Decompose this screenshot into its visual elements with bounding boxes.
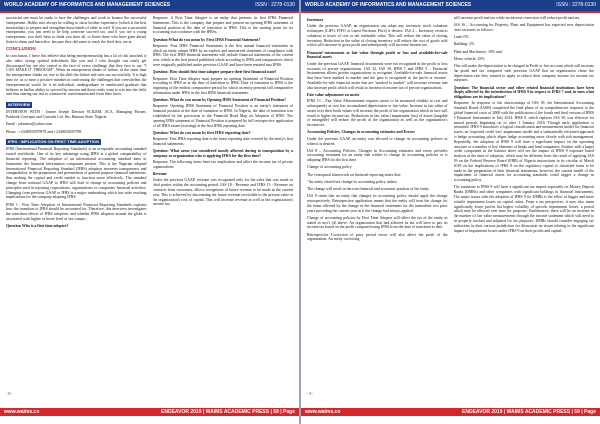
page-footer — [0, 402, 299, 416]
body-paragraph: INTERVIEW WITH : Jonnie Joseph Dawson SCILRM, ACA, Managing Partner, Pratheek Concepts and Consults Ltd, Ibo, Haiman State, Nigeria — [6, 110, 147, 120]
body-paragraph: The conceptual framework on financial reporting states that: — [307, 172, 402, 177]
body-paragraph: Response: First Time Adopter must prepare an opening Statement of Financial Position according to IFRS as at the date of transition to IFRS. Date of transition to IFRS is the beginning of the earliest comparative period for which an entity presents full comparative information under IFRS in the first IFRS financial statements. — [152, 76, 293, 95]
column-left — [6, 16, 147, 398]
body-paragraph: IAS 8 states that an entity that changes its accounting policy should apply the change retrospectively. Retrospective application means that the entity will treat the change for the items affected by the change in the financial statements for the immediate two prior years preceding the current year as if the change had always applied. — [307, 194, 448, 213]
page-marker: - 9 - — [307, 391, 314, 396]
running-header — [0, 0, 299, 11]
question-heading: Revenue — [152, 172, 167, 177]
body-paragraph: Response: First IFRS reporting date is the latest reporting date covered by the entity's first financial statements. — [152, 137, 293, 146]
header-rule — [301, 11, 600, 13]
body-paragraph: Response: The following items have tax implication and affect the income tax of private organizations. — [152, 160, 293, 169]
body-paragraph: Response: Opening IFRS Statement of Financial Position is an entity's statement of financial position at the date of transition to IFRS. In Nigeria, the date of transition was established by the provisions to the Financial Road Map on Adoption of IFRS. The opening IFRS statement of Financial Position is prepared by full retrospective application of all IFRS extant (existing) at the first IFRS reporting date. — [152, 104, 293, 128]
page-footer — [301, 402, 600, 416]
body-paragraph: Change of accounting policy — [307, 165, 352, 170]
footer-tagline: ENDEAVOR 2019 | WAIMS ACADEMIC PRESS | 59 | Page — [462, 409, 596, 415]
page-number: 59 | Page — [574, 409, 596, 415]
body-paragraph: "An entity should not change its accounting policy unless: — [307, 179, 398, 184]
body-paragraph: Phone : +2348033079979 and +2348033819798 — [6, 129, 82, 134]
journal-title: WORLD ACADEMY OF INFORMATICS AND MANAGEMENT SCIENCES — [4, 2, 171, 8]
footer-url-link[interactable]: www.waims.co — [305, 409, 341, 415]
question-heading: Question: What areas you considered mostly affected during to transposition by a company or organization who is applying IFRS for the first time? — [152, 149, 293, 158]
text-columns — [6, 16, 293, 398]
question-heading: Accounting Policies, Changes in accounting estimates and Errors — [307, 130, 415, 135]
footer-publisher: ENDEAVOR 2019 | WAIMS ACADEMIC PRESS — [161, 409, 270, 415]
left-page — [0, 0, 299, 424]
body-paragraph: The transition to IFRS 9 will have a significant tax impact especially on Money Deposit Banks (DMBs) and other companies with significant holdings in financial instruments. The major issues with the adoption of IFRS 9 for DMBs is the effect of bigger and more volatile impairment losses on capital ratios. From a tax perspective, it may also mean significantly lower profits but higher volatility of specific impairment losses, a period which may be allowed over time for purposes. Furthermore, there will be an increase in the number of fair value measurements through the income statement which will need to be properly tracked and adjusted for tax purposes. DMBs should consider engaging tax authorities in their various jurisdiction for discussion on issues relating to the significant impact of impairment losses under IFRS 9 on their profits and capital. — [453, 185, 594, 233]
body-paragraph: will increase profit and tax while an adverse correction will reduce profit and tax. — [453, 16, 581, 20]
issn-label: ISSN : 2278-0130 — [255, 2, 295, 8]
column-right — [454, 16, 595, 398]
question-heading: Question: The financial sector and other related financial institutions have been deeply affected by the introduction of IFRS 9 in respect to IFRS 7 and, in turn what obligations are its implications? — [453, 85, 594, 100]
body-paragraph: IFRS 13 – Fair Value Measurement requires assets to be measured reliably at cost and subsequently at cost less accumulated depreciation or fair value. Increase in fair value of assets over their book values will increase the profit of the organization which in turn will result to higher income tax. Reductions in fair value (impairment loss) of assets (tangible or intangible) will reduce the profit of the organization as well as the organization's income tax. — [307, 99, 448, 128]
body-paragraph: Under the previous GAAP, financial instruments were not recognized in the profit or loss accounts of private organizations. IAS 32, IAS 39, IFRS 7 and IFRS 9 – Financial Instruments allows private organizations to recognize 'Available-for-sale financial assets that have been marked to market and the gain is recognized in the profit or income'. Available-for-sale financial assets that are "marked to market" will increase revenue and also increase profit which will result to increase in income tax of private organizations. — [307, 61, 448, 90]
body-paragraph: Under the previous GAAP, an organization can adopt any inventory stock valuation techniques (LIFO, FIFO or Latest Purchase Price) it desires. IAS 2 – Inventory restricts valuation to lower of cost or net realizable value. This will reduce the value of closing inventory. Reduction in the value of closing inventory will reduce the cost of goods sold which will increase in gross profit and subsequently will increase income tax. — [307, 24, 448, 48]
question-heading: Question: What do you mean by first IFRS reporting date? — [152, 130, 251, 135]
footer-tagline: ENDEAVOR 2019 | WAIMS ACADEMIC PRESS | 58 | Page — [161, 409, 295, 415]
body-paragraph: Retrospective Correction of prior period errors will also affect the profit of the organization. An entity correcting — [307, 232, 448, 242]
journal-title: WORLD ACADEMY OF INFORMATICS AND MANAGEMENT SCIENCES — [305, 2, 472, 8]
text-columns — [307, 16, 594, 398]
right-page — [301, 0, 600, 424]
body-paragraph: successful one must be ready to face the challenges and work to bounce the successful entrepreneur. Hobbs nice always be willing to show brother experience (which is the best mentorship) to prepare and strengthen those hands of other as well. If you are a successful entrepreneur, you just need to be help someone succeed too, and if you are a young entrepreneur, you don't have to think you have all, or listen those who have gone ahead, listen to them and learn also. because they did same to reach the level they are at. — [6, 16, 147, 44]
question-heading: Question Who is a first time adopter? — [6, 224, 69, 229]
question-heading: Financial instruments at fair value through profit or loss and available-for-sale financial assets — [307, 50, 448, 60]
footer-publisher: ENDEAVOR 2019 | WAIMS ACADEMIC PRESS — [462, 409, 571, 415]
footer-url-link[interactable]: www.waims.co — [4, 409, 40, 415]
section-banner: IFRS : IMPLICATION ON FIRST TIME ADOPTION — [8, 138, 99, 144]
body-paragraph: This will make the depreciation to be charged in Profit or loss account which will increase the profit and tax compared with previous GAAP that an organization chose the depreciation rate they wanted to apply to reduce their company income for income tax purposes. — [453, 63, 594, 83]
body-paragraph: IFRS (International Financial Reporting Standards) is an acceptable accounting standard issued worldwide. One of its key advantage using IFRS is a global comparability of financial reporting. The adoption of an international accounting standard aims to harmonise the financial information companies present. This is the Nigerian adopted International Financial Reporting Standard (IFRS) adoption increases transparency and comparability in the preparation and presentation of general purpose financial statements, thus making the capital and credit market to function more effectively. The standard change from national GAAP to IFRS will lead to change in accounting policies and principles used in reporting corporations, organizations or companies' financial activities. Changing from previous GAAP to IFRS is a major undertaking which has wide reaching implications for the company adopting IFRS. — [6, 147, 147, 200]
body-paragraph: In conclusion, I leave this believe that being entrepreneurship has a lot of risk attached, it also takes strong spirited individuals like you and I who thought can easily get discouraged but are also vested in the face of every challenge that they face to say "I CAN MAKE IT THROUGH". When an entrepreneur thinks of failure, at the same time the entrepreneur thinks on, rise to the shift the failure and ones out successfully. It is high time for us to have a positive mindset in confronting the challenges that overwhelms the entrepreneurial world, be it an individual, undergraduate or uneducated graduate that believes in his/her ability to succeed by tension and those ready want to win into the field, and thus sharing our test to whatsoever conformation and from their faces. — [6, 53, 147, 97]
issn-label: ISSN : 2278-0130 — [556, 2, 596, 8]
body-paragraph: Response: In response to the shortcomings of IAS 39, the International Accounting Standard Board (IASB) completed the final phase of its comprehensive response to the global financial crisis of 2008 with the publication of the fourth and final version of IFRS 9 Financial Instruments in July 2014. IFRS 9, which replaces IAS 39, was effective for annual periods beginning on or after 1 January 2018. Though early application is permitted. IFRS 9 introduces a logical classification and measurement model for financial assets, an 'expected credit loss' impairment model and a substantially reformed approach to hedge accounting which aligns hedge accounting more closely with risk management. Reportedly, the adoption of IFRS 9 will have a significant impact on the operating structure of a number of key elements of banks and fund companies. Entities with a larger credit component in the balance sheet will see the impact of IFRS 9 exposure based analysis at the time of adoption, which may be different from the result of applying IAS 39 on the Federal Reserve Board (FRB) of Nigeria instructions in its circular of March 2018 on the implications of IFRS 9 on the regulatory capital to classified loans to be made in the preparation of their financial statements, however, the current model of the impairment of financial assets for accounting standards could trigger a change in accounting policy. — [453, 101, 594, 183]
question-heading: Fair value adjustment on assets — [307, 92, 360, 97]
running-header — [301, 0, 600, 11]
page-marker: - 8 - — [6, 391, 13, 396]
body-paragraph: Plant and Machinery: 10% and — [453, 49, 502, 54]
section-heading: CONCLUSION — [6, 46, 36, 52]
body-paragraph: Under the previous GAAP, revenue was recognized only for the sales that was made to third parties within the accounting period. IAS 18 - Revenue and IFRS 15 - Revenue on contracts from customers, allows recognition of future revenue to be made in the current year. This is achieved by discounting the future revenue receivable to the present value at the organization's cost of capital. This will increase revenue as well as the organization's income tax. — [152, 178, 293, 207]
question-heading: Question:What do you mean by First IFRS Financial Statement? — [152, 37, 261, 42]
body-paragraph: Email : johnnies@yahoo.com — [6, 122, 53, 127]
question-heading: Question: How should first time adopter prepare their first financial state? — [152, 70, 277, 75]
body-paragraph: Response: A First Time Adopter is an entity that presents its first IFRS Financial Statements. This is the company that prepare and present an opening IFRS statement of financial position at the date of transition to IFRS. This is the starting point for its accounting in accordance with the IFRSs. — [152, 16, 293, 35]
body-paragraph: IAS 8 – Accounting Policies, Changes in Accounting estimates and errors provides accounting treatment for an entity that wishes to change its accounting policies or is adopting IFRS for the first time. — [307, 148, 448, 163]
page-number: 58 | Page — [273, 409, 295, 415]
section-banner: INTERVIEW — [8, 101, 31, 107]
header-rule — [0, 11, 299, 13]
body-paragraph: Change of accounting policies by First Time Adopter will affect the tax of the entity as stated in sect's (4) above. An organization that had affected its tax will have to pay its income tax based on the profit computed using IFRS from the date of transition to date. — [307, 215, 448, 230]
column-left — [307, 16, 448, 398]
body-paragraph: Building: 2% — [453, 42, 475, 47]
body-paragraph: Under the previous GAAP, an entity was allowed to change its accounting policies as when it is desired. — [307, 136, 448, 146]
question-heading: Question: What do you mean by Opening IFRS Statement of Financial Position? — [152, 98, 287, 103]
body-paragraph: The change will result in the true financial and economic position of the entity. — [307, 187, 430, 192]
column-right — [153, 16, 294, 398]
body-paragraph: Response: First IFRS Financial Statements is the first annual financial statements in which an entity adopts IFRS by an explicit and unreserved statement of compliance with IFRS. The first IFRS financial statements will include financial statements of the current year, which is the first period published whole according to IFRS and comparatives which were originally published under previous GAAP, and have been restated into IFRS. — [152, 43, 293, 68]
body-paragraph: Land: 0% — [453, 35, 469, 40]
body-paragraph: Motor vehicle: 25% — [453, 56, 485, 61]
question-heading: Inventory — [307, 18, 324, 22]
body-paragraph: IAS 16 – Accounting for Property, Plant and Equipment has expected new depreciation rates on assets as follows: — [453, 23, 594, 32]
body-paragraph: IFRS 1 : First Time Adoption of International Financial Reporting Standards explains how the transition to IFRS should be accounted for. Therefore, this interview investigates the transition effects of IFRS adoption, and whether IFRS adoption around the globe is associated with higher or lower level of tax compa... — [6, 202, 147, 222]
